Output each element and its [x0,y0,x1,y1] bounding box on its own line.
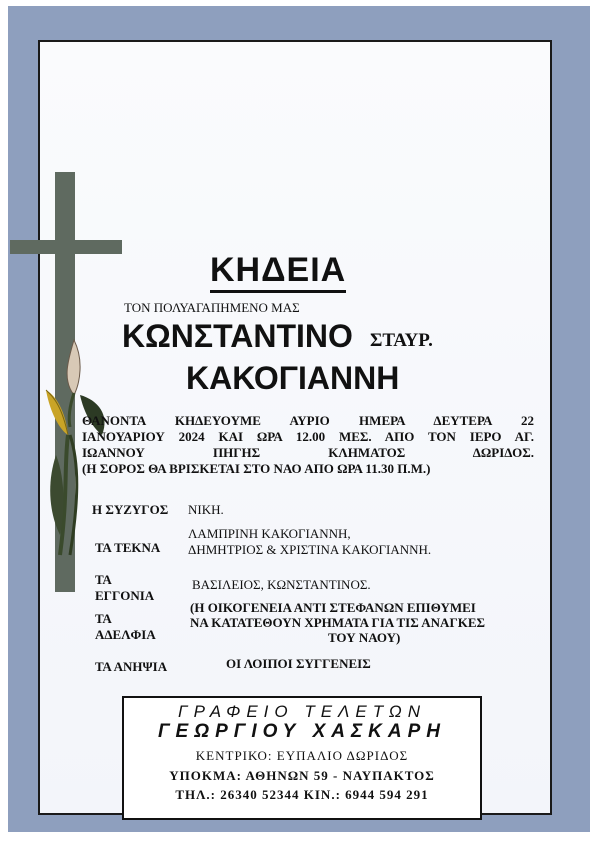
family-note-line: ΝΑ ΚΑΤΑΤΕΘΟΥΝ ΧΡΗΜΑΤΑ ΓΙΑ ΤΙΣ ΑΝΑΓΚΕΣ [190,615,485,630]
funeral-details [82,413,534,477]
grandchildren-label: ΤΑ [95,572,112,587]
grandchildren-value: ΒΑΣΙΛΕΙΟΣ, ΚΩΝΣΤΑΝΤΙΝΟΣ. [192,577,371,592]
siblings-label: ΤΑ [95,611,112,626]
office-branch-address: ΥΠΟΚΜΑ: ΑΘΗΝΩΝ 59 - ΝΑΥΠΑΚΤΟΣ [169,768,435,783]
deceased-first-name: ΚΩΝΣΤΑΝΤΙΝΟ [122,318,353,354]
deceased-father-name: ΣΤΑΥΡ. [370,330,433,351]
spouse-value: ΝΙΚΗ. [188,502,224,517]
office-phones: ΤΗΛ.: 26340 52344 ΚΙΝ.: 6944 594 291 [175,787,429,802]
cross-bar [10,240,122,254]
details-line: ΙΑΝΟΥΑΡΙΟΥ 2024 ΚΑΙ ΩΡΑ 12.00 ΜΕΣ. ΑΠΟ ΤΟΝ ΙΕΡΟ ΑΓ. [82,429,534,444]
children-line: ΔΗΜΗΤΡΙΟΣ & ΧΡΙΣΤΙΝΑ ΚΑΚΟΓΙΑΝΝΗ. [188,542,432,557]
siblings-label: ΑΔΕΛΦΙΑ [95,627,156,642]
office-main-address: ΚΕΝΤΡΙΚΟ: ΕΥΠΑΛΙΟ ΔΩΡΙΔΟΣ [195,748,409,763]
subtitle: ΤΟΝ ΠΟΛΥΑΓΑΠΗΜΕΝΟ ΜΑΣ [124,300,300,315]
nephews-label: ΤΑ ΑΝΗΨΙΑ [95,659,168,674]
relatives-value: ΟΙ ΛΟΙΠΟΙ ΣΥΓΓΕΝΕΙΣ [226,656,371,671]
details-line: ΙΩΑΝΝΟΥ ΠΗΓΗΣ ΚΛΗΜΑΤΟΣ ΔΩΡΙΔΟΣ. [82,445,534,460]
deceased-surname: ΚΑΚΟΓΙΑΝΝΗ [186,360,400,396]
page-title: ΚΗΔΕΙΑ [210,252,346,293]
children-label: ΤΑ ΤΕΚΝΑ [95,540,161,555]
children-line: ΛΑΜΠΡΙΝΗ ΚΑΚΟΓΙΑΝΝΗ, [188,526,351,541]
office-heading: ΓΡΑΦΕΙΟ ΤΕΛΕΤΩΝ [177,702,427,721]
grandchildren-label: ΕΓΓΟΝΙΑ [95,588,155,603]
funeral-office-box [122,696,482,820]
details-line: ΘΑΝΟΝΤΑ ΚΗΔΕΥΟΥΜΕ ΑΥΡΙΟ ΗΜΕΡΑ ΔΕΥΤΕΡΑ 22 [82,413,534,428]
spouse-label: Η ΣΥΖΥΓΟΣ [92,502,169,517]
details-line: (Η ΣΟΡΟΣ ΘΑ ΒΡΙΣΚΕΤΑΙ ΣΤΟ ΝΑΟ ΑΠΟ ΩΡΑ 11.30 Π.Μ.) [82,461,431,476]
office-owner: ΓΕΩΡΓΙΟΥ ΧΑΣΚΑΡΗ [157,721,447,742]
family-note-line: ΤΟΥ ΝΑΟΥ) [328,630,401,645]
family-note-line: (Η ΟΙΚΟΓΕΝΕΙΑ ΑΝΤΙ ΣΤΕΦΑΝΩΝ ΕΠΙΘΥΜΕΙ [190,600,476,615]
